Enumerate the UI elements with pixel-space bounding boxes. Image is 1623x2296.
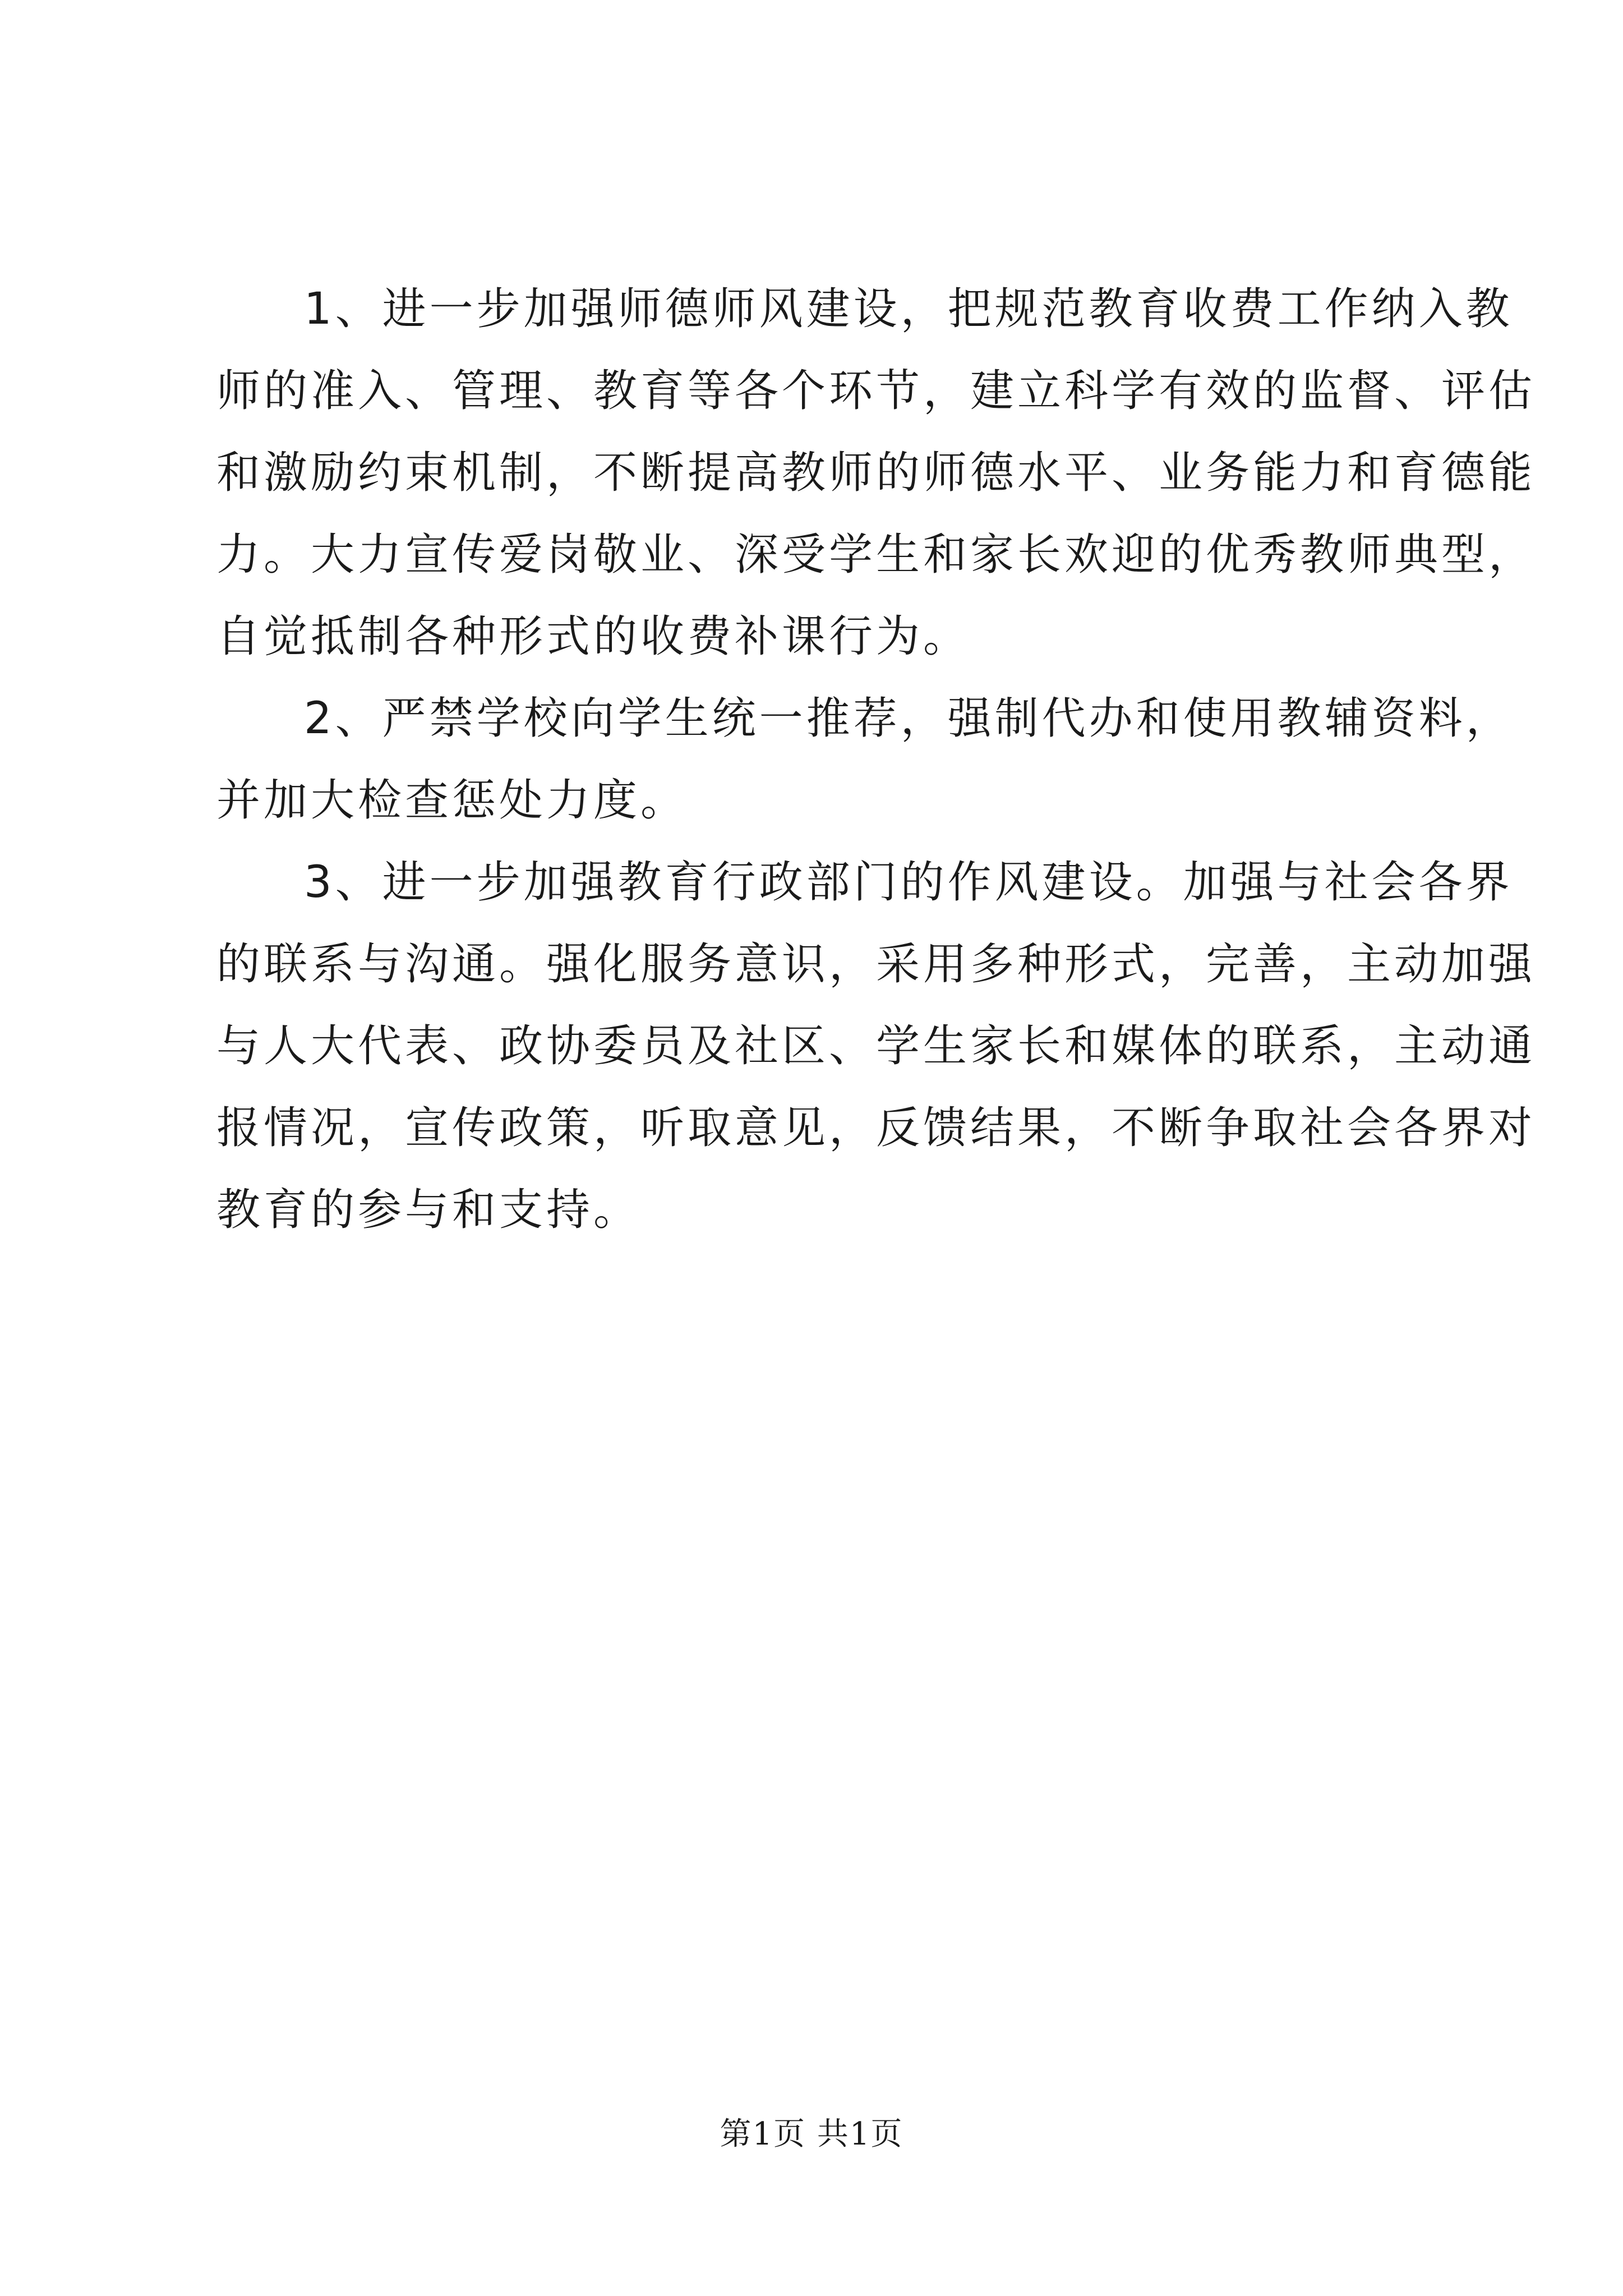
paragraph-line: 和激励约束机制，不断提高教师的师德水平、业务能力和育德能 xyxy=(216,448,1536,498)
paragraph-line: 自觉抵制各种形式的收费补课行为。 xyxy=(216,611,971,662)
paragraph-line: 与人大代表、政协委员及社区、学生家长和媒体的联系，主动通 xyxy=(216,1021,1536,1071)
paragraph-line: 报情况，宣传政策，听取意见，反馈结果，不断争取社会各界对 xyxy=(216,1103,1536,1153)
paragraph-2 xyxy=(216,678,1513,841)
paragraph-line: 1、进一步加强师德师风建设，把规范教育收费工作纳入教 xyxy=(304,284,1513,334)
paragraph-3 xyxy=(216,841,1536,1251)
paragraph-line: 3、进一步加强教育行政部门的作风建设。加强与社会各界 xyxy=(304,857,1513,908)
paragraph-line: 并加大检查惩处力度。 xyxy=(216,775,688,826)
page-footer: 第1页 共1页 xyxy=(720,2116,903,2152)
paragraph-line: 力。大力宣传爱岗敬业、深受学生和家长欢迎的优秀教师典型， xyxy=(216,530,1536,580)
paragraph-line: 的联系与沟通。强化服务意识，采用多种形式，完善，主动加强 xyxy=(216,939,1536,990)
paragraph-line: 教育的参与和支持。 xyxy=(216,1185,641,1235)
paragraph-line: 2、严禁学校向学生统一推荐，强制代办和使用教辅资料， xyxy=(304,693,1513,744)
paragraph-line: 师的准入、管理、教育等各个环节，建立科学有效的监督、评估 xyxy=(216,366,1536,416)
paragraph-1 xyxy=(216,268,1536,678)
document-body xyxy=(216,268,1536,1251)
